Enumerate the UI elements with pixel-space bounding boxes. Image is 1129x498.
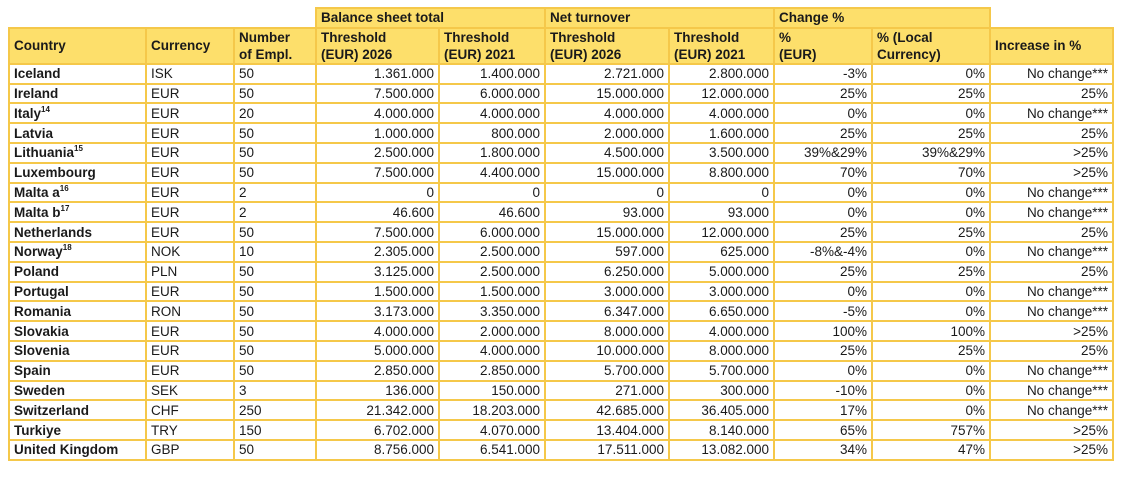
cell-pct-eur: 0% [774,202,872,222]
group-header-row [9,8,1113,28]
cell-country [9,301,146,321]
col-header-nt-2026 [545,28,669,64]
cell-nt-2021: 12.000.000 [669,222,774,242]
cell-bs-2026: 2.850.000 [316,361,439,381]
cell-bs-2026: 2.500.000 [316,143,439,163]
cell-country [9,361,146,381]
cell-nt-2021: 625.000 [669,242,774,262]
col-header-employees [234,28,316,64]
cell-nt-2026: 4.500.000 [545,143,669,163]
cell-country [9,64,146,84]
cell-pct-eur: 65% [774,420,872,440]
table-row [9,163,1113,183]
col-header-bs-2021-line1: Threshold [444,29,510,45]
country-name: Norway [14,244,63,260]
cell-currency: EUR [146,222,234,242]
cell-increase: 25% [990,262,1113,282]
cell-employees: 150 [234,420,316,440]
cell-employees: 2 [234,202,316,222]
cell-nt-2026: 8.000.000 [545,321,669,341]
cell-employees: 50 [234,84,316,104]
footnote-marker: 16 [59,183,69,193]
country-name: Ireland [14,85,59,101]
cell-bs-2021: 4.070.000 [439,420,545,440]
cell-country [9,183,146,203]
country-name: Iceland [14,66,61,82]
cell-employees: 50 [234,282,316,302]
cell-employees: 50 [234,440,316,460]
cell-pct-local: 25% [872,123,990,143]
cell-increase: 25% [990,222,1113,242]
cell-currency: EUR [146,163,234,183]
cell-nt-2026: 0 [545,183,669,203]
cell-employees: 50 [234,321,316,341]
footnote-marker: 17 [60,203,70,213]
cell-bs-2021: 2.500.000 [439,242,545,262]
country-name: Lithuania [14,145,74,161]
cell-nt-2021: 300.000 [669,381,774,401]
cell-bs-2021: 150.000 [439,381,545,401]
cell-currency: PLN [146,262,234,282]
cell-pct-eur: 34% [774,440,872,460]
cell-increase: No change*** [990,103,1113,123]
cell-nt-2026: 5.700.000 [545,361,669,381]
cell-bs-2021: 6.000.000 [439,84,545,104]
cell-increase: >25% [990,420,1113,440]
cell-nt-2026: 2.721.000 [545,64,669,84]
cell-pct-local: 0% [872,381,990,401]
cell-nt-2026: 2.000.000 [545,123,669,143]
column-header-row [9,28,1113,64]
cell-nt-2021: 8.140.000 [669,420,774,440]
country-name: Netherlands [14,224,93,240]
cell-bs-2021: 1.400.000 [439,64,545,84]
thresholds-table [8,7,1114,461]
cell-bs-2021: 46.600 [439,202,545,222]
cell-increase: 25% [990,123,1113,143]
cell-nt-2021: 8.800.000 [669,163,774,183]
cell-pct-local: 100% [872,321,990,341]
cell-country [9,440,146,460]
footnote-marker: 18 [62,243,72,253]
cell-bs-2026: 2.305.000 [316,242,439,262]
country-name: Latvia [14,125,54,141]
col-header-nt-2021-line2: (EUR) 2021 [674,46,746,62]
table-row [9,381,1113,401]
cell-country [9,282,146,302]
country-name: Romania [14,303,72,319]
cell-bs-2021: 2.500.000 [439,262,545,282]
table-row [9,400,1113,420]
cell-employees: 50 [234,222,316,242]
cell-pct-local: 39%&29% [872,143,990,163]
cell-pct-local: 0% [872,202,990,222]
cell-pct-local: 25% [872,222,990,242]
country-name: Slovenia [14,343,70,359]
country-name: Portugal [14,283,69,299]
table-row [9,84,1113,104]
col-header-nt-2026-line1: Threshold [550,29,616,45]
cell-nt-2021: 36.405.000 [669,400,774,420]
cell-bs-2026: 3.125.000 [316,262,439,282]
cell-currency: SEK [146,381,234,401]
table-row [9,123,1113,143]
cell-nt-2021: 5.700.000 [669,361,774,381]
cell-employees: 50 [234,301,316,321]
cell-pct-local: 25% [872,262,990,282]
cell-bs-2026: 5.000.000 [316,341,439,361]
cell-employees: 10 [234,242,316,262]
cell-bs-2021: 4.000.000 [439,103,545,123]
cell-currency: ISK [146,64,234,84]
cell-nt-2026: 3.000.000 [545,282,669,302]
cell-increase: No change*** [990,183,1113,203]
cell-bs-2026: 46.600 [316,202,439,222]
cell-bs-2026: 7.500.000 [316,84,439,104]
cell-currency: EUR [146,123,234,143]
table-row [9,64,1113,84]
cell-employees: 50 [234,123,316,143]
cell-bs-2026: 6.702.000 [316,420,439,440]
col-header-employees-line1: Number [239,29,291,45]
col-header-nt-2026-line2: (EUR) 2026 [550,46,622,62]
col-header-pct-local-line1: % (Local [877,29,933,45]
cell-nt-2026: 93.000 [545,202,669,222]
footnote-marker: 15 [74,144,83,154]
cell-currency: RON [146,301,234,321]
cell-currency: EUR [146,361,234,381]
cell-country [9,400,146,420]
cell-pct-eur: -10% [774,381,872,401]
cell-pct-local: 0% [872,361,990,381]
cell-bs-2026: 8.756.000 [316,440,439,460]
cell-currency: CHF [146,400,234,420]
cell-country [9,202,146,222]
table-row [9,341,1113,361]
col-header-pct-eur-line2: (EUR) [779,46,817,62]
cell-currency: EUR [146,341,234,361]
cell-currency: EUR [146,282,234,302]
country-name: Luxembourg [14,165,96,181]
group-header-balance-sheet: Balance sheet total [316,8,545,28]
col-header-pct-eur-line1: % [779,29,792,45]
table-row [9,262,1113,282]
col-header-increase: Increase in % [990,28,1113,64]
cell-nt-2021: 13.082.000 [669,440,774,460]
cell-currency: EUR [146,183,234,203]
col-header-nt-2021-line1: Threshold [674,29,740,45]
cell-increase: >25% [990,440,1113,460]
country-name: United Kingdom [14,442,119,458]
cell-pct-local: 25% [872,341,990,361]
cell-employees: 20 [234,103,316,123]
cell-bs-2021: 1.500.000 [439,282,545,302]
cell-employees: 3 [234,381,316,401]
col-header-bs-2026-line1: Threshold [321,29,387,45]
cell-bs-2021: 4.000.000 [439,341,545,361]
cell-employees: 50 [234,143,316,163]
table-row [9,282,1113,302]
table-row [9,103,1113,123]
country-name: Malta a [14,184,60,200]
cell-currency: EUR [146,103,234,123]
cell-nt-2021: 6.650.000 [669,301,774,321]
cell-bs-2021: 6.541.000 [439,440,545,460]
country-name: Slovakia [14,323,69,339]
cell-pct-local: 0% [872,242,990,262]
cell-nt-2026: 10.000.000 [545,341,669,361]
cell-bs-2021: 2.850.000 [439,361,545,381]
cell-pct-eur: 0% [774,361,872,381]
col-header-bs-2021-line2: (EUR) 2021 [444,46,516,62]
cell-country [9,242,146,262]
cell-currency: EUR [146,202,234,222]
cell-country [9,84,146,104]
col-header-nt-2021 [669,28,774,64]
cell-bs-2026: 0 [316,183,439,203]
cell-employees: 50 [234,262,316,282]
cell-nt-2026: 42.685.000 [545,400,669,420]
cell-bs-2026: 4.000.000 [316,103,439,123]
table-row [9,301,1113,321]
cell-pct-eur: 25% [774,123,872,143]
cell-currency: GBP [146,440,234,460]
cell-bs-2021: 2.000.000 [439,321,545,341]
cell-bs-2026: 1.500.000 [316,282,439,302]
cell-pct-eur: 25% [774,222,872,242]
cell-pct-eur: 25% [774,84,872,104]
country-name: Spain [14,363,51,379]
col-header-employees-line2: of Empl. [239,46,293,62]
cell-pct-eur: 0% [774,282,872,302]
cell-nt-2021: 2.800.000 [669,64,774,84]
cell-nt-2021: 5.000.000 [669,262,774,282]
cell-country [9,381,146,401]
cell-bs-2021: 1.800.000 [439,143,545,163]
cell-increase: No change*** [990,202,1113,222]
cell-pct-local: 0% [872,103,990,123]
cell-increase: >25% [990,163,1113,183]
cell-country [9,341,146,361]
cell-nt-2021: 93.000 [669,202,774,222]
cell-pct-local: 70% [872,163,990,183]
cell-pct-eur: 25% [774,341,872,361]
group-header-net-turnover: Net turnover [545,8,774,28]
cell-nt-2021: 4.000.000 [669,321,774,341]
cell-increase: No change*** [990,361,1113,381]
cell-nt-2021: 12.000.000 [669,84,774,104]
cell-employees: 2 [234,183,316,203]
cell-pct-eur: 39%&29% [774,143,872,163]
cell-nt-2021: 3.500.000 [669,143,774,163]
cell-nt-2026: 17.511.000 [545,440,669,460]
cell-increase: No change*** [990,381,1113,401]
cell-bs-2026: 1.000.000 [316,123,439,143]
cell-nt-2021: 1.600.000 [669,123,774,143]
cell-increase: >25% [990,321,1113,341]
cell-country [9,262,146,282]
cell-pct-local: 757% [872,420,990,440]
table-row [9,361,1113,381]
table-row [9,202,1113,222]
cell-increase: >25% [990,143,1113,163]
cell-country [9,103,146,123]
cell-pct-local: 0% [872,301,990,321]
cell-nt-2026: 6.250.000 [545,262,669,282]
cell-pct-eur: -8%&-4% [774,242,872,262]
cell-nt-2026: 15.000.000 [545,222,669,242]
cell-currency: EUR [146,84,234,104]
cell-nt-2026: 4.000.000 [545,103,669,123]
cell-country [9,123,146,143]
cell-bs-2026: 21.342.000 [316,400,439,420]
cell-bs-2026: 7.500.000 [316,163,439,183]
cell-bs-2026: 3.173.000 [316,301,439,321]
cell-increase: No change*** [990,282,1113,302]
country-name: Italy [14,105,42,121]
cell-country [9,222,146,242]
cell-increase: No change*** [990,301,1113,321]
cell-bs-2021: 800.000 [439,123,545,143]
cell-increase: 25% [990,341,1113,361]
cell-nt-2026: 6.347.000 [545,301,669,321]
table-row [9,321,1113,341]
cell-pct-eur: 17% [774,400,872,420]
cell-increase: No change*** [990,242,1113,262]
cell-currency: EUR [146,143,234,163]
group-header-change: Change % [774,8,990,28]
cell-pct-local: 0% [872,183,990,203]
cell-pct-eur: 70% [774,163,872,183]
cell-currency: TRY [146,420,234,440]
cell-currency: EUR [146,321,234,341]
cell-nt-2021: 8.000.000 [669,341,774,361]
cell-currency: NOK [146,242,234,262]
cell-nt-2021: 0 [669,183,774,203]
col-header-currency: Currency [146,28,234,64]
footnote-marker: 14 [41,104,50,114]
cell-country [9,163,146,183]
country-name: Switzerland [14,402,90,418]
cell-bs-2026: 7.500.000 [316,222,439,242]
group-header-spacer [9,8,316,28]
cell-nt-2026: 15.000.000 [545,84,669,104]
group-header-spacer-right [990,8,1113,28]
cell-pct-eur: 100% [774,321,872,341]
cell-increase: No change*** [990,64,1113,84]
cell-pct-local: 0% [872,282,990,302]
cell-employees: 50 [234,64,316,84]
cell-pct-eur: -5% [774,301,872,321]
cell-bs-2026: 1.361.000 [316,64,439,84]
cell-pct-local: 47% [872,440,990,460]
cell-pct-local: 25% [872,84,990,104]
col-header-pct-eur [774,28,872,64]
cell-country [9,321,146,341]
cell-nt-2021: 4.000.000 [669,103,774,123]
cell-employees: 50 [234,163,316,183]
cell-increase: No change*** [990,400,1113,420]
country-name: Turkiye [14,422,62,438]
table-row [9,440,1113,460]
table-row [9,143,1113,163]
cell-nt-2026: 15.000.000 [545,163,669,183]
cell-nt-2026: 13.404.000 [545,420,669,440]
cell-bs-2021: 0 [439,183,545,203]
cell-employees: 250 [234,400,316,420]
cell-country [9,143,146,163]
cell-bs-2026: 4.000.000 [316,321,439,341]
table-body [9,64,1113,460]
cell-pct-local: 0% [872,400,990,420]
cell-bs-2021: 18.203.000 [439,400,545,420]
cell-bs-2021: 4.400.000 [439,163,545,183]
cell-increase: 25% [990,84,1113,104]
cell-nt-2021: 3.000.000 [669,282,774,302]
table-row [9,242,1113,262]
col-header-bs-2021 [439,28,545,64]
col-header-country: Country [9,28,146,64]
cell-bs-2021: 6.000.000 [439,222,545,242]
cell-bs-2026: 136.000 [316,381,439,401]
col-header-pct-local-line2: Currency) [877,46,941,62]
cell-nt-2026: 597.000 [545,242,669,262]
table-row [9,183,1113,203]
cell-pct-eur: 25% [774,262,872,282]
cell-pct-eur: 0% [774,103,872,123]
country-name: Poland [14,264,60,280]
cell-pct-local: 0% [872,64,990,84]
col-header-bs-2026 [316,28,439,64]
cell-pct-eur: -3% [774,64,872,84]
cell-bs-2021: 3.350.000 [439,301,545,321]
cell-employees: 50 [234,341,316,361]
table-row [9,420,1113,440]
country-name: Sweden [14,382,66,398]
table-row [9,222,1113,242]
col-header-bs-2026-line2: (EUR) 2026 [321,46,393,62]
country-name: Malta b [14,204,61,220]
cell-employees: 50 [234,361,316,381]
col-header-pct-local [872,28,990,64]
cell-country [9,420,146,440]
cell-nt-2026: 271.000 [545,381,669,401]
cell-pct-eur: 0% [774,183,872,203]
